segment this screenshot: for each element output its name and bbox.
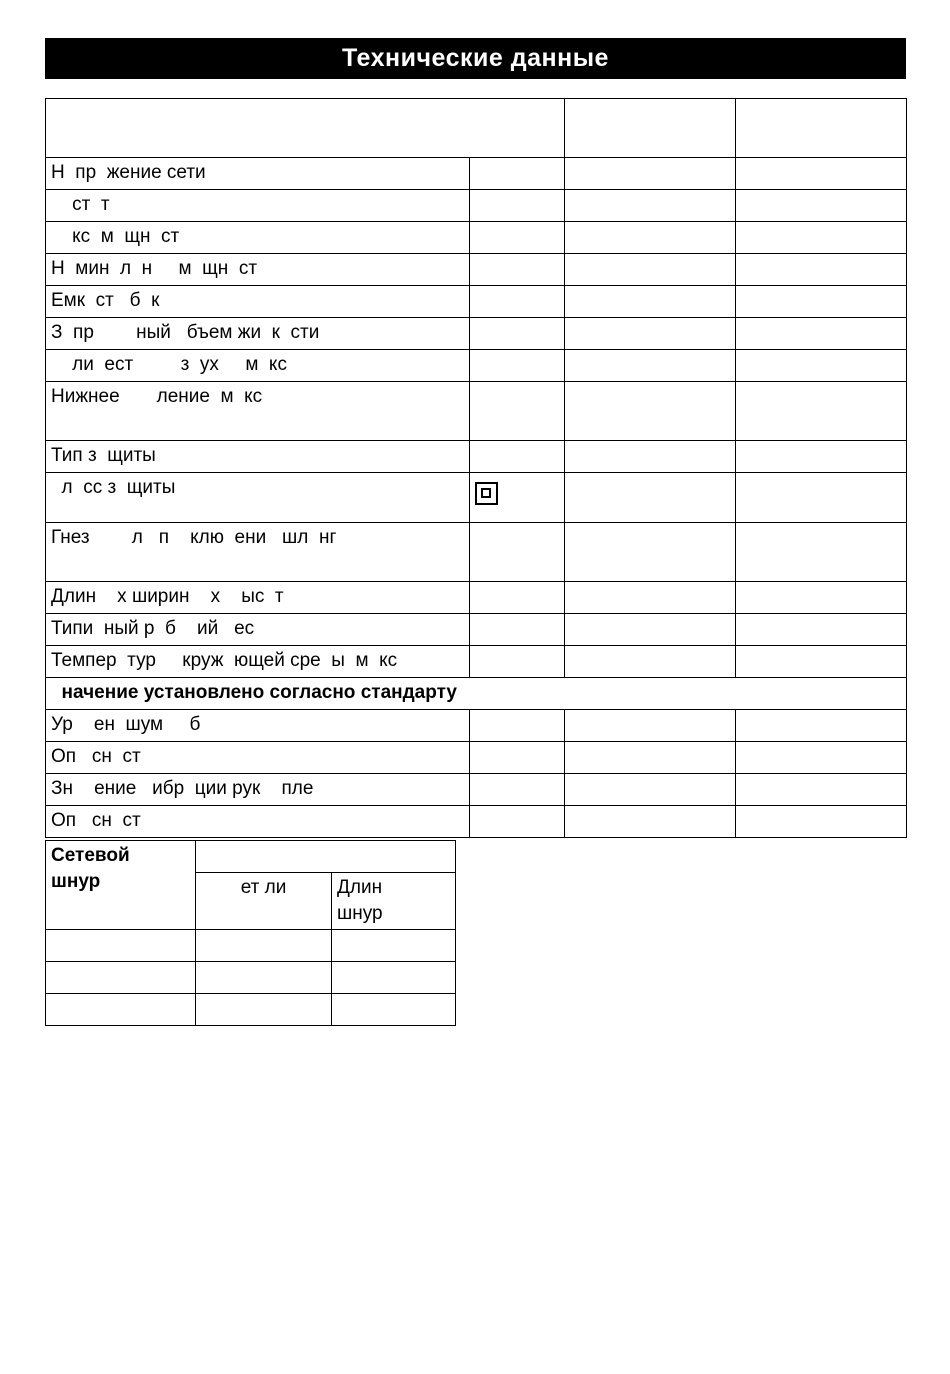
value-cell: [565, 742, 736, 774]
table-row: [46, 582, 907, 614]
cord-cell: [332, 930, 456, 962]
table-header-row: [46, 99, 907, 158]
header-cell: [565, 99, 736, 158]
row-label: Нижнее ление м кс: [46, 382, 470, 441]
value-cell: [565, 190, 736, 222]
value-cell: [565, 523, 736, 582]
unit-cell: [470, 254, 565, 286]
row-label: Оп сн ст: [46, 806, 470, 838]
table-row: [46, 710, 907, 742]
table-row: [46, 158, 907, 190]
page-title: Технические данные: [45, 38, 906, 79]
value-cell: [736, 318, 907, 350]
cord-cell: [196, 962, 332, 994]
value-cell: [736, 254, 907, 286]
row-label: Емк ст б к: [46, 286, 470, 318]
unit-cell: [470, 441, 565, 473]
row-label: Н пр жение сети: [46, 158, 470, 190]
row-label: Н мин л н м щн ст: [46, 254, 470, 286]
table-row: [46, 646, 907, 678]
value-cell: [565, 441, 736, 473]
unit-cell: [470, 614, 565, 646]
row-label: ст т: [46, 190, 470, 222]
table-row: [46, 994, 456, 1026]
table-row: [46, 473, 907, 523]
table-row: [46, 614, 907, 646]
row-label: Гнез л п клю ени шл нг: [46, 523, 470, 582]
table-row: [46, 962, 456, 994]
cord-header: Сетевой шнур: [46, 841, 196, 930]
table-row: [46, 806, 907, 838]
table-row: [46, 441, 907, 473]
unit-cell: [470, 774, 565, 806]
unit-cell: [470, 646, 565, 678]
table-row: [46, 742, 907, 774]
cord-cell: [196, 994, 332, 1026]
row-label: Длин х ширин х ыс т: [46, 582, 470, 614]
unit-cell: [470, 523, 565, 582]
table-row: [46, 523, 907, 582]
unit-cell: [470, 286, 565, 318]
protection-class-ii-icon: [475, 482, 498, 505]
value-cell: [736, 222, 907, 254]
value-cell: [736, 614, 907, 646]
value-cell: [736, 806, 907, 838]
value-cell: [565, 806, 736, 838]
value-cell: [736, 382, 907, 441]
section-heading: начение установлено согласно стандарту: [46, 678, 907, 710]
table-row: [46, 382, 907, 441]
header-cell: [46, 99, 565, 158]
value-cell: [565, 350, 736, 382]
table-row: [46, 318, 907, 350]
row-label: ли ест з ух м кс: [46, 350, 470, 382]
unit-cell: [470, 382, 565, 441]
value-cell: [736, 582, 907, 614]
table-row: [46, 286, 907, 318]
table-row: [46, 774, 907, 806]
row-label: З пр ный бъем жи к сти: [46, 318, 470, 350]
value-cell: [565, 473, 736, 523]
value-cell: [736, 473, 907, 523]
unit-cell: [470, 318, 565, 350]
table-row: [46, 930, 456, 962]
cord-cell: [196, 930, 332, 962]
unit-cell: [470, 350, 565, 382]
value-cell: [736, 710, 907, 742]
value-cell: [565, 222, 736, 254]
value-cell: [736, 286, 907, 318]
value-cell: [565, 286, 736, 318]
value-cell: [565, 382, 736, 441]
value-cell: [565, 710, 736, 742]
row-label: Ур ен шум б: [46, 710, 470, 742]
value-cell: [736, 441, 907, 473]
technical-data-table: [45, 98, 907, 838]
row-label: Зн ение ибр ции рук пле: [46, 774, 470, 806]
cord-cell: [332, 962, 456, 994]
value-cell: [565, 158, 736, 190]
unit-cell: [470, 710, 565, 742]
value-cell: [565, 646, 736, 678]
unit-cell: [470, 806, 565, 838]
unit-cell: [470, 742, 565, 774]
cord-cell: [46, 930, 196, 962]
row-label: кс м щн ст: [46, 222, 470, 254]
power-cord-table: [45, 840, 456, 1026]
row-label: Темпер тур круж ющей сре ы м кс: [46, 646, 470, 678]
cord-cell: [46, 994, 196, 1026]
value-cell: [565, 318, 736, 350]
unit-cell: [470, 190, 565, 222]
value-cell: [736, 646, 907, 678]
row-label: Тип з щиты: [46, 441, 470, 473]
table-row: [46, 350, 907, 382]
unit-cell: [470, 582, 565, 614]
value-cell: [565, 254, 736, 286]
unit-cell: [470, 222, 565, 254]
cord-cell: [332, 994, 456, 1026]
cord-subheader: Длин шнур: [332, 873, 456, 930]
value-cell: [736, 523, 907, 582]
table-row: [46, 190, 907, 222]
row-label: Типи ный р б ий ес: [46, 614, 470, 646]
table-row: [46, 222, 907, 254]
cord-header-group: [196, 841, 456, 873]
cord-header-row: [46, 841, 456, 873]
value-cell: [736, 350, 907, 382]
value-cell: [736, 774, 907, 806]
value-cell: [736, 190, 907, 222]
value-cell: [736, 742, 907, 774]
table-row: [46, 254, 907, 286]
row-label: л сс з щиты: [46, 473, 470, 523]
value-cell: [736, 158, 907, 190]
value-cell: [565, 582, 736, 614]
value-cell: [565, 774, 736, 806]
unit-cell: [470, 158, 565, 190]
cord-subheader: ет ли: [196, 873, 332, 930]
value-cell: [565, 614, 736, 646]
section-row: [46, 678, 907, 710]
row-label: Оп сн ст: [46, 742, 470, 774]
unit-cell: [470, 473, 565, 523]
cord-cell: [46, 962, 196, 994]
header-cell: [736, 99, 907, 158]
